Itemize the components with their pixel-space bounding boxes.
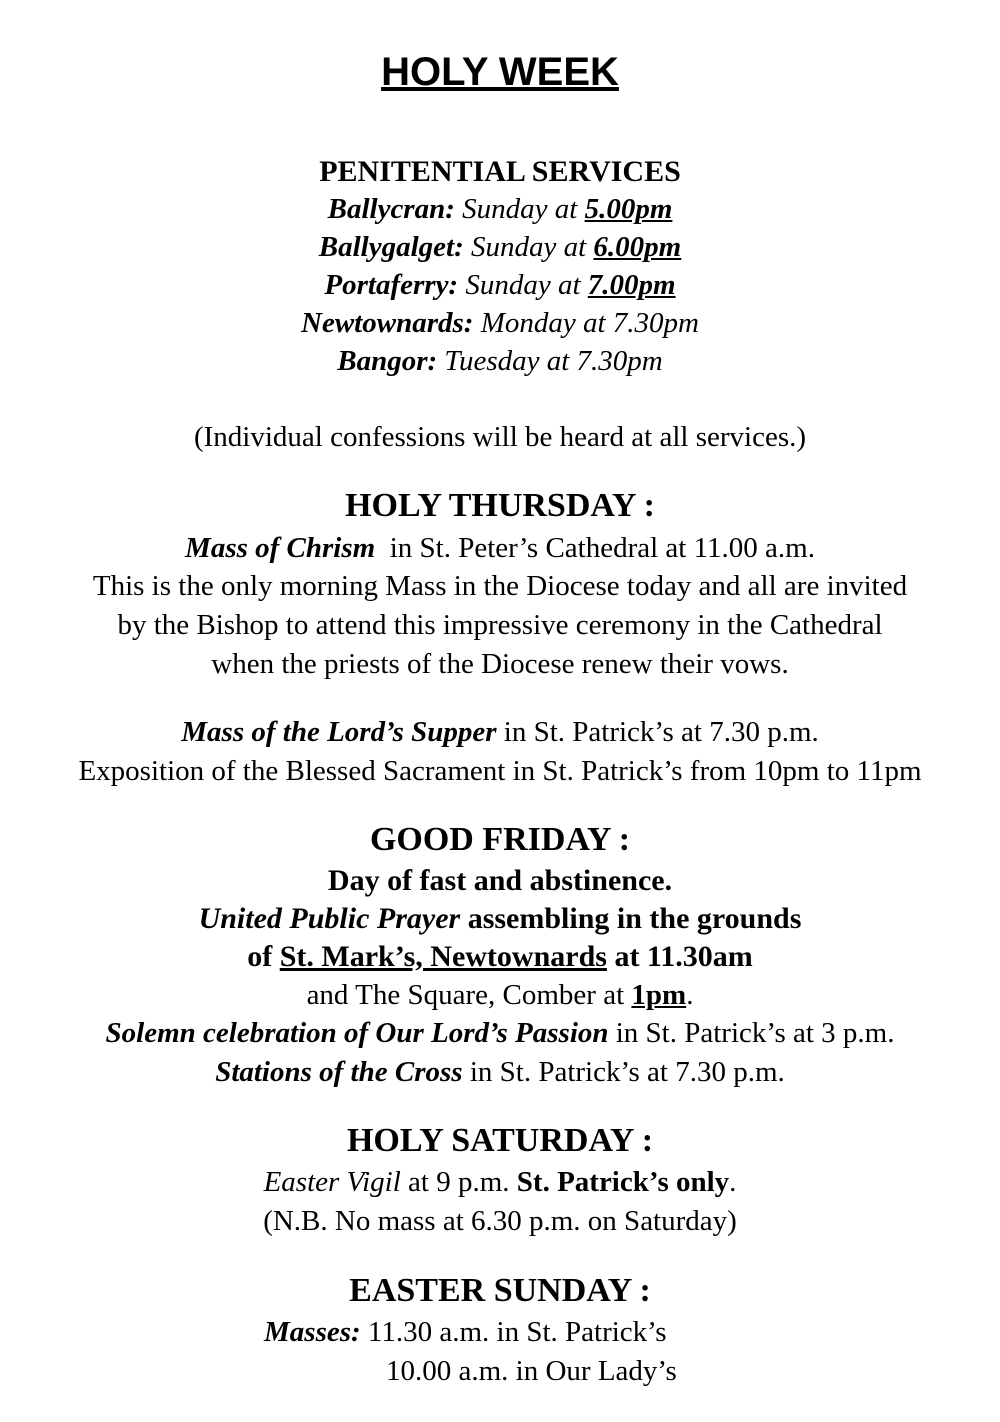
stations-line: Stations of the Cross in St. Patrick’s at 7.30 p.m.	[215, 1056, 785, 1088]
comber-square-line: and The Square, Comber at 1pm.	[306, 979, 694, 1011]
saturday-heading: HOLY SATURDAY :	[346, 1122, 654, 1159]
exposition-line: Exposition of the Blessed Sacrament in St. Patrick’s from 10pm to 11pm	[78, 755, 922, 787]
page-title: HOLY WEEK	[381, 50, 619, 94]
prayer-location-line: of St. Mark’s, Newtownards at 11.30am	[247, 940, 753, 973]
easter-mass-line-2: 10.00 a.m. in Our Lady’s	[386, 1355, 677, 1387]
friday-heading: GOOD FRIDAY :	[369, 821, 631, 858]
fast-line: Day of fast and abstinence.	[327, 864, 673, 897]
penitential-item-portaferry: Portaferry: Sunday at 7.00pm	[324, 269, 676, 301]
penitential-item-newtownards: Newtownards: Monday at 7.30pm	[301, 307, 699, 339]
sunday-heading: EASTER SUNDAY :	[349, 1272, 651, 1309]
chrism-description-1: This is the only morning Mass in the Diocese today and all are invited	[92, 570, 908, 602]
penitential-item-ballygalget: Ballygalget: Sunday at 6.00pm	[318, 231, 682, 263]
penitential-item-ballycran: Ballycran: Sunday at 5.00pm	[327, 193, 673, 225]
easter-mass-line-1: Masses: 11.30 a.m. in St. Patrick’s	[264, 1316, 667, 1348]
lords-supper-line: Mass of the Lord’s Supper in St. Patrick’s at 7.30 p.m.	[181, 716, 819, 748]
passion-line: Solemn celebration of Our Lord’s Passion in St. Patrick’s at 3 p.m.	[105, 1017, 895, 1049]
chrism-mass-line: Mass of Chrism in St. Peter’s Cathedral at 11.00 a.m.	[185, 532, 815, 564]
penitential-note: (Individual confessions will be heard at all services.)	[193, 421, 807, 453]
penitential-heading: PENITENTIAL SERVICES	[319, 155, 681, 188]
thursday-heading: HOLY THURSDAY :	[345, 487, 655, 524]
public-prayer-line: United Public Prayer assembling in the grounds	[198, 902, 802, 935]
easter-vigil-line: Easter Vigil at 9 p.m. St. Patrick’s only.	[263, 1166, 737, 1198]
penitential-item-bangor: Bangor: Tuesday at 7.30pm	[337, 345, 663, 377]
chrism-description-2: by the Bishop to attend this impressive ceremony in the Cathedral	[117, 609, 883, 641]
chrism-description-3: when the priests of the Diocese renew their vows.	[211, 648, 789, 680]
saturday-note: (N.B. No mass at 6.30 p.m. on Saturday)	[263, 1205, 737, 1237]
